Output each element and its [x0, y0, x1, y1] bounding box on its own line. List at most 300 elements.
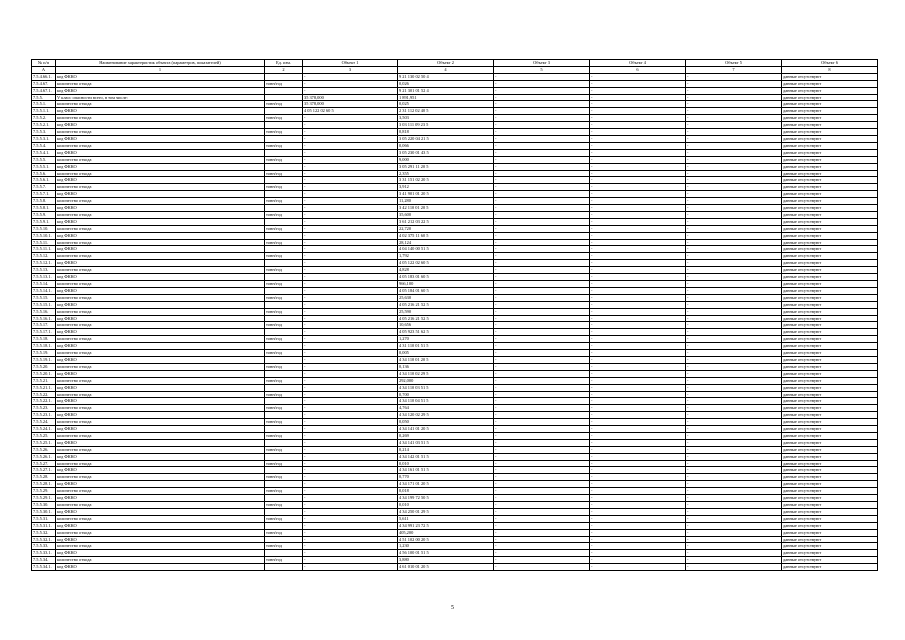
object-3-cell: -: [494, 156, 590, 163]
row-number-cell: 7.5.5.31.1.: [32, 522, 56, 529]
object-1-cell: -: [303, 149, 398, 156]
object-6-cell: данные отсутствуют: [782, 73, 878, 80]
unit-cell: тонн/год: [265, 322, 303, 329]
object-2-cell: 1 891,951: [398, 94, 494, 101]
row-number-cell: 7.5.5.18.1.: [32, 343, 56, 350]
table-row: [32, 343, 878, 350]
unit-cell: тонн/год: [265, 502, 303, 509]
table-row: [32, 502, 878, 509]
object-6-cell: данные отсутствуют: [782, 274, 878, 281]
object-2-cell: 5,611: [398, 515, 494, 522]
unit-cell: [265, 260, 303, 267]
object-2-cell: 4 51 102 00 20 5: [398, 536, 494, 543]
object-1-cell: -: [303, 522, 398, 529]
object-1-cell: -: [303, 446, 398, 453]
object-6-cell: данные отсутствуют: [782, 543, 878, 550]
object-2-cell: 4 61 010 01 20 5: [398, 564, 494, 571]
row-number-cell: 7.5.5.1.: [32, 101, 56, 108]
object-6-cell: данные отсутствуют: [782, 260, 878, 267]
object-3-cell: -: [494, 502, 590, 509]
row-number-cell: 7.5.5.10.: [32, 225, 56, 232]
object-5-cell: -: [686, 149, 782, 156]
object-3-cell: -: [494, 419, 590, 426]
object-3-cell: -: [494, 294, 590, 301]
object-5-cell: -: [686, 301, 782, 308]
unit-cell: [265, 122, 303, 129]
object-6-cell: данные отсутствуют: [782, 370, 878, 377]
table-row: [32, 350, 878, 357]
object-4-cell: -: [590, 329, 686, 336]
object-3-cell: -: [494, 239, 590, 246]
object-2-cell: 3,912: [398, 184, 494, 191]
unit-cell: [265, 564, 303, 571]
object-4-cell: -: [590, 287, 686, 294]
characteristic-name-cell: количество отхода: [56, 211, 265, 218]
table-row: [32, 163, 878, 170]
row-number-cell: 7.5.5.3.1.: [32, 135, 56, 142]
row-number-cell: 7.5.5.2.1.: [32, 122, 56, 129]
object-2-cell: 3,503: [398, 115, 494, 122]
row-number-cell: 7.5.5.5.1.: [32, 163, 56, 170]
table-row: [32, 225, 878, 232]
characteristic-name-cell: количество отхода: [56, 80, 265, 87]
object-5-cell: -: [686, 122, 782, 129]
object-2-cell: 4 34 141 01 20 5: [398, 426, 494, 433]
characteristic-name-cell: код ФККО: [56, 522, 265, 529]
table-row: [32, 94, 878, 101]
object-3-cell: -: [494, 73, 590, 80]
object-4-cell: -: [590, 377, 686, 384]
unit-cell: тонн/год: [265, 267, 303, 274]
object-6-cell: данные отсутствуют: [782, 156, 878, 163]
object-1-cell: -: [303, 391, 398, 398]
row-number-cell: 7.5.5.33.: [32, 543, 56, 550]
object-3-cell: -: [494, 336, 590, 343]
object-6-cell: данные отсутствуют: [782, 557, 878, 564]
object-4-cell: -: [590, 94, 686, 101]
table-row: [32, 301, 878, 308]
characteristic-name-cell: количество отхода: [56, 184, 265, 191]
object-6-cell: данные отсутствуют: [782, 115, 878, 122]
object-2-cell: 28,124: [398, 239, 494, 246]
object-3-cell: -: [494, 232, 590, 239]
object-5-cell: -: [686, 163, 782, 170]
object-3-cell: -: [494, 142, 590, 149]
row-number-cell: 7.5.5.25.: [32, 432, 56, 439]
row-number-cell: 7.5.5.6.: [32, 170, 56, 177]
table-row: [32, 370, 878, 377]
object-1-cell: -: [303, 550, 398, 557]
object-6-cell: данные отсутствуют: [782, 198, 878, 205]
object-3-cell: -: [494, 80, 590, 87]
object-3-cell: -: [494, 274, 590, 281]
object-1-cell: 35 378,000: [303, 94, 398, 101]
table-row: [32, 170, 878, 177]
characteristic-name-cell: код ФККО: [56, 315, 265, 322]
characteristic-name-cell: количество отхода: [56, 350, 265, 357]
object-5-cell: -: [686, 246, 782, 253]
object-3-cell: -: [494, 460, 590, 467]
row-number-cell: 7.5.5.18.: [32, 336, 56, 343]
object-1-cell: -: [303, 218, 398, 225]
row-number-cell: 7.5.5.12.1.: [32, 260, 56, 267]
unit-cell: [265, 508, 303, 515]
object-5-cell: -: [686, 363, 782, 370]
object-3-cell: -: [494, 253, 590, 260]
object-5-cell: -: [686, 412, 782, 419]
table-row: [32, 467, 878, 474]
characteristic-name-cell: количество отхода: [56, 405, 265, 412]
object-4-cell: -: [590, 515, 686, 522]
object-4-cell: -: [590, 225, 686, 232]
object-5-cell: -: [686, 101, 782, 108]
object-6-cell: данные отсутствуют: [782, 522, 878, 529]
unit-cell: тонн/год: [265, 474, 303, 481]
object-1-cell: -: [303, 426, 398, 433]
row-number-cell: 7.5.5.22.: [32, 391, 56, 398]
header-cell: Объект 5: [686, 60, 782, 67]
row-number-cell: 7.5.5.15.1.: [32, 301, 56, 308]
object-4-cell: -: [590, 205, 686, 212]
object-4-cell: -: [590, 129, 686, 136]
characteristic-name-cell: код ФККО: [56, 135, 265, 142]
object-5-cell: -: [686, 398, 782, 405]
object-6-cell: данные отсутствуют: [782, 419, 878, 426]
object-6-cell: данные отсутствуют: [782, 315, 878, 322]
object-6-cell: данные отсутствуют: [782, 384, 878, 391]
object-1-cell: -: [303, 281, 398, 288]
object-4-cell: -: [590, 80, 686, 87]
characteristic-name-cell: количество отхода: [56, 322, 265, 329]
unit-cell: [265, 301, 303, 308]
table-row: [32, 115, 878, 122]
characteristic-name-cell: количество отхода: [56, 281, 265, 288]
object-1-cell: -: [303, 467, 398, 474]
object-4-cell: -: [590, 432, 686, 439]
object-6-cell: данные отсутствуют: [782, 564, 878, 571]
object-3-cell: -: [494, 481, 590, 488]
object-4-cell: -: [590, 370, 686, 377]
row-number-cell: 7.5.5.2.: [32, 115, 56, 122]
object-3-cell: -: [494, 211, 590, 218]
object-2-cell: 4 05 216 21 52 5: [398, 315, 494, 322]
object-5-cell: -: [686, 198, 782, 205]
object-2-cell: 4 34 120 02 29 5: [398, 412, 494, 419]
object-3-cell: -: [494, 322, 590, 329]
header-cell: Объект 1: [303, 60, 398, 67]
object-4-cell: -: [590, 184, 686, 191]
unit-cell: [265, 73, 303, 80]
object-2-cell: 3 31 151 02 20 5: [398, 177, 494, 184]
object-3-cell: -: [494, 184, 590, 191]
table-row: [32, 308, 878, 315]
unit-cell: [265, 370, 303, 377]
row-number-cell: 7.5.5.21.: [32, 377, 56, 384]
object-2-cell: 1,792: [398, 253, 494, 260]
object-5-cell: -: [686, 432, 782, 439]
table-row: [32, 439, 878, 446]
characteristic-name-cell: код ФККО: [56, 398, 265, 405]
object-6-cell: данные отсутствуют: [782, 460, 878, 467]
object-6-cell: данные отсутствуют: [782, 101, 878, 108]
object-5-cell: -: [686, 191, 782, 198]
table-row: [32, 294, 878, 301]
object-6-cell: данные отсутствуют: [782, 550, 878, 557]
object-5-cell: -: [686, 322, 782, 329]
object-6-cell: данные отсутствуют: [782, 94, 878, 101]
object-2-cell: 4 04 140 00 51 5: [398, 246, 494, 253]
object-3-cell: -: [494, 467, 590, 474]
row-number-cell: 7.5.5.8.1.: [32, 205, 56, 212]
object-3-cell: -: [494, 529, 590, 536]
row-number-cell: 7.5.5.29.: [32, 488, 56, 495]
object-5-cell: -: [686, 287, 782, 294]
table-row: [32, 488, 878, 495]
object-4-cell: -: [590, 170, 686, 177]
object-1-cell: -: [303, 329, 398, 336]
object-6-cell: данные отсутствуют: [782, 495, 878, 502]
row-number-cell: 7.5.5.34.: [32, 557, 56, 564]
table-row: [32, 322, 878, 329]
object-4-cell: -: [590, 274, 686, 281]
object-4-cell: -: [590, 488, 686, 495]
object-3-cell: -: [494, 398, 590, 405]
object-6-cell: данные отсутствуют: [782, 356, 878, 363]
characteristic-name-cell: количество отхода: [56, 432, 265, 439]
object-4-cell: -: [590, 149, 686, 156]
characteristic-name-cell: количество отхода: [56, 377, 265, 384]
object-2-cell: 4 34 141 03 51 5: [398, 439, 494, 446]
unit-cell: тонн/год: [265, 294, 303, 301]
object-5-cell: -: [686, 267, 782, 274]
characteristic-name-cell: количество отхода: [56, 170, 265, 177]
unit-cell: тонн/год: [265, 101, 303, 108]
unit-cell: тонн/год: [265, 253, 303, 260]
characteristic-name-cell: количество отхода: [56, 198, 265, 205]
object-5-cell: -: [686, 225, 782, 232]
object-4-cell: -: [590, 412, 686, 419]
object-1-cell: -: [303, 184, 398, 191]
object-3-cell: -: [494, 308, 590, 315]
object-3-cell: -: [494, 122, 590, 129]
object-6-cell: данные отсутствуют: [782, 377, 878, 384]
object-4-cell: -: [590, 87, 686, 94]
column-index-cell: 2: [265, 66, 303, 73]
object-4-cell: -: [590, 281, 686, 288]
unit-cell: тонн/год: [265, 557, 303, 564]
object-1-cell: -: [303, 564, 398, 571]
object-5-cell: -: [686, 239, 782, 246]
row-number-cell: 7.5.5.12.: [32, 253, 56, 260]
object-1-cell: -: [303, 135, 398, 142]
object-4-cell: -: [590, 419, 686, 426]
unit-cell: тонн/год: [265, 432, 303, 439]
object-6-cell: данные отсутствуют: [782, 170, 878, 177]
unit-cell: тонн/год: [265, 129, 303, 136]
characteristic-name-cell: количество отхода: [56, 294, 265, 301]
characteristic-name-cell: количество отхода: [56, 488, 265, 495]
unit-cell: тонн/год: [265, 350, 303, 357]
object-2-cell: 4 34 110 04 51 5: [398, 398, 494, 405]
unit-cell: [265, 246, 303, 253]
object-1-cell: -: [303, 246, 398, 253]
object-1-cell: -: [303, 122, 398, 129]
object-5-cell: -: [686, 205, 782, 212]
unit-cell: [265, 550, 303, 557]
unit-cell: [265, 232, 303, 239]
object-4-cell: -: [590, 191, 686, 198]
object-5-cell: -: [686, 453, 782, 460]
unit-cell: тонн/год: [265, 156, 303, 163]
object-1-cell: -: [303, 370, 398, 377]
characteristic-name-cell: количество отхода: [56, 267, 265, 274]
object-3-cell: -: [494, 370, 590, 377]
object-1-cell: -: [303, 384, 398, 391]
object-1-cell: -: [303, 225, 398, 232]
object-2-cell: 0,010: [398, 502, 494, 509]
object-5-cell: -: [686, 115, 782, 122]
unit-cell: [265, 439, 303, 446]
table-row: [32, 508, 878, 515]
object-2-cell: 4 05 122 02 60 5: [398, 260, 494, 267]
objects-characteristics-table: [31, 59, 878, 571]
object-2-cell: 4 34 171 01 20 5: [398, 481, 494, 488]
object-6-cell: данные отсутствуют: [782, 350, 878, 357]
object-4-cell: -: [590, 391, 686, 398]
unit-cell: [265, 495, 303, 502]
row-number-cell: 7.5.5.19.1.: [32, 356, 56, 363]
object-1-cell: -: [303, 412, 398, 419]
table-row: [32, 232, 878, 239]
object-4-cell: -: [590, 522, 686, 529]
object-1-cell: -: [303, 432, 398, 439]
unit-cell: тонн/год: [265, 142, 303, 149]
row-number-cell: 7.5.5.13.: [32, 267, 56, 274]
object-4-cell: -: [590, 363, 686, 370]
object-1-cell: -: [303, 294, 398, 301]
row-number-cell: 7.5.5.28.: [32, 474, 56, 481]
unit-cell: [265, 287, 303, 294]
object-6-cell: данные отсутствуют: [782, 232, 878, 239]
object-4-cell: -: [590, 260, 686, 267]
object-1-cell: -: [303, 211, 398, 218]
characteristic-name-cell: количество отхода: [56, 101, 265, 108]
object-5-cell: -: [686, 315, 782, 322]
object-4-cell: -: [590, 198, 686, 205]
unit-cell: [265, 108, 303, 115]
object-4-cell: -: [590, 232, 686, 239]
object-5-cell: -: [686, 184, 782, 191]
object-1-cell: -: [303, 543, 398, 550]
row-number-cell: 7.5.5.21.1.: [32, 384, 56, 391]
table-row: [32, 239, 878, 246]
object-5-cell: -: [686, 550, 782, 557]
object-1-cell: -: [303, 405, 398, 412]
row-number-cell: 7.5.5.11.1.: [32, 246, 56, 253]
row-number-cell: 7.5.5.4.1.: [32, 149, 56, 156]
header-cell: Объект 2: [398, 60, 494, 67]
object-5-cell: -: [686, 536, 782, 543]
object-2-cell: 9 21 130 02 50 4: [398, 73, 494, 80]
table-row: [32, 391, 878, 398]
object-1-cell: -: [303, 301, 398, 308]
object-5-cell: -: [686, 439, 782, 446]
row-number-cell: 7.5.5.26.1.: [32, 453, 56, 460]
row-number-cell: 7.5.5.23.1.: [32, 412, 56, 419]
object-1-cell: -: [303, 198, 398, 205]
characteristic-name-cell: количество отхода: [56, 115, 265, 122]
object-6-cell: данные отсутствуют: [782, 294, 878, 301]
object-5-cell: -: [686, 370, 782, 377]
row-number-cell: 7.5.5.14.1.: [32, 287, 56, 294]
table-row: [32, 412, 878, 419]
row-number-cell: 7.5.5.28.1.: [32, 481, 56, 488]
object-2-cell: 0,050: [398, 419, 494, 426]
characteristic-name-cell: код ФККО: [56, 274, 265, 281]
header-cell: Наименование характеристик объекта (параметров, показателей): [56, 60, 265, 67]
object-1-cell: -: [303, 508, 398, 515]
object-5-cell: -: [686, 384, 782, 391]
object-5-cell: -: [686, 508, 782, 515]
header-cell: Объект 6: [782, 60, 878, 67]
object-2-cell: 0,818: [398, 129, 494, 136]
table-row: [32, 135, 878, 142]
object-6-cell: данные отсутствуют: [782, 80, 878, 87]
characteristic-name-cell: количество отхода: [56, 239, 265, 246]
characteristic-name-cell: код ФККО: [56, 384, 265, 391]
row-number-cell: 7.5.5.7.: [32, 184, 56, 191]
table-row: [32, 87, 878, 94]
unit-cell: тонн/год: [265, 363, 303, 370]
table-row: [32, 211, 878, 218]
object-1-cell: -: [303, 488, 398, 495]
table-header-row: [32, 60, 878, 67]
table-row: [32, 474, 878, 481]
object-3-cell: -: [494, 515, 590, 522]
characteristic-name-cell: код ФККО: [56, 356, 265, 363]
object-3-cell: -: [494, 446, 590, 453]
unit-cell: тонн/год: [265, 377, 303, 384]
object-4-cell: -: [590, 142, 686, 149]
object-2-cell: 0,770: [398, 474, 494, 481]
unit-cell: [265, 426, 303, 433]
characteristic-name-cell: количество отхода: [56, 515, 265, 522]
object-4-cell: -: [590, 336, 686, 343]
object-1-cell: -: [303, 495, 398, 502]
table-row: [32, 336, 878, 343]
unit-cell: тонн/год: [265, 543, 303, 550]
object-1-cell: -: [303, 453, 398, 460]
object-1-cell: -: [303, 529, 398, 536]
object-6-cell: данные отсутствуют: [782, 211, 878, 218]
row-number-cell: 7.5.5.8.: [32, 198, 56, 205]
unit-cell: тонн/год: [265, 239, 303, 246]
unit-cell: [265, 94, 303, 101]
table-row: [32, 557, 878, 564]
object-5-cell: -: [686, 467, 782, 474]
object-2-cell: 4 34 110 03 51 5: [398, 384, 494, 391]
characteristic-name-cell: код ФККО: [56, 149, 265, 156]
row-number-cell: 7.5.4.66.1.: [32, 73, 56, 80]
characteristic-name-cell: количество отхода: [56, 142, 265, 149]
table-row: [32, 156, 878, 163]
object-2-cell: 4,828: [398, 267, 494, 274]
characteristic-name-cell: код ФККО: [56, 343, 265, 350]
object-5-cell: -: [686, 564, 782, 571]
object-1-cell: -: [303, 232, 398, 239]
object-3-cell: -: [494, 329, 590, 336]
object-3-cell: -: [494, 488, 590, 495]
